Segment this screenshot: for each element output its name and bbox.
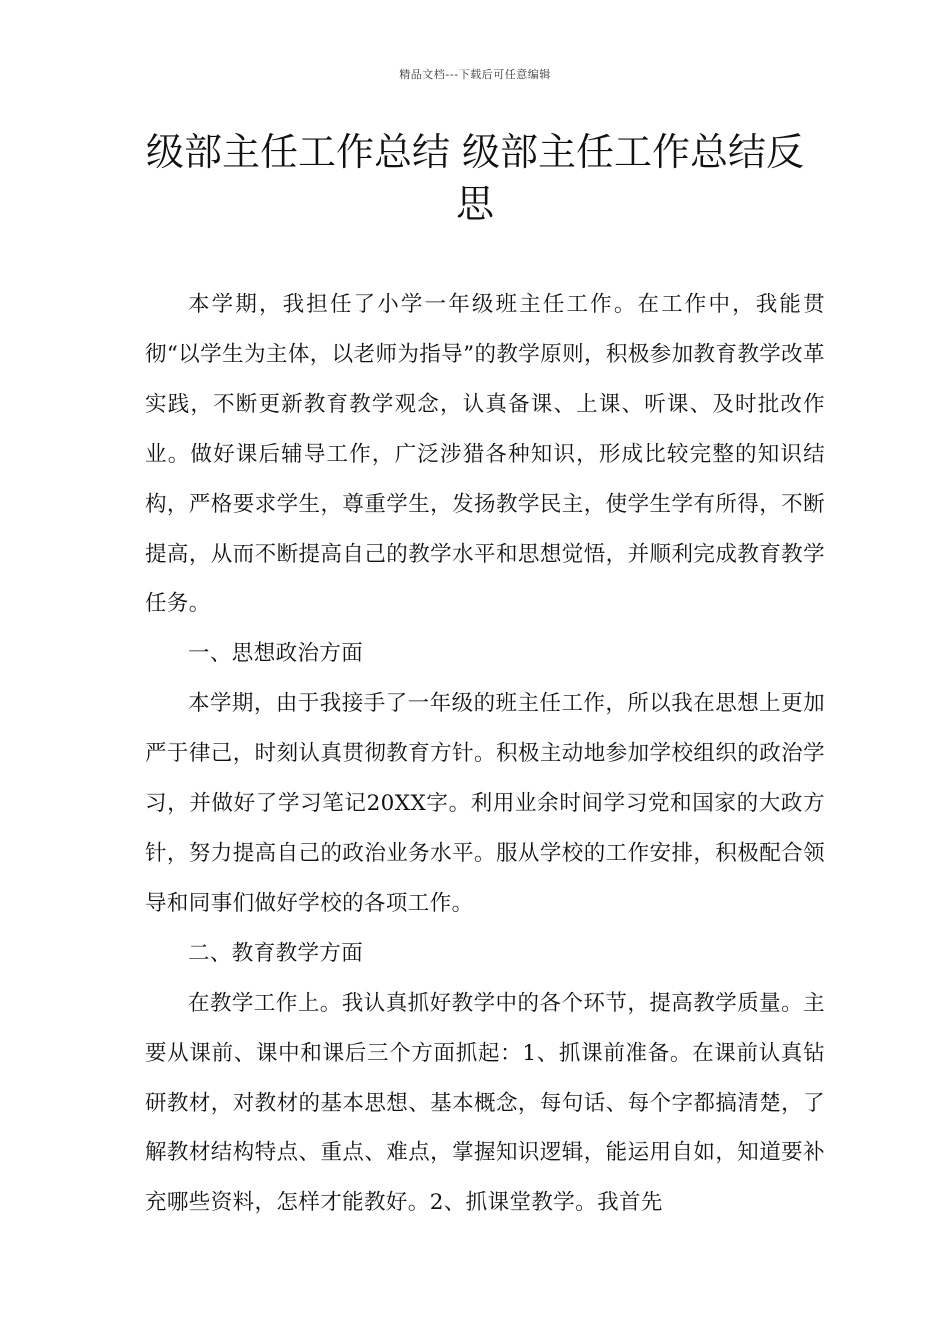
- section-heading-teaching: 二、教育教学方面: [188, 940, 364, 966]
- paragraph-ideology: 本学期，由于我接手了一年级的班主任工作，所以我在思想上更加严于律己，时刻认真贯彻教育方针。积极主动地参加学校组织的政治学习，并做好了学习笔记20XX字。利用业余时间学习党和国家的大政方针，努力提高自己的政治业务水平。服从学校的工作安排，积极配合领导和同事们做好学校的各项工作。: [145, 691, 825, 916]
- page-title: 级部主任工作总结 级部主任工作总结反思: [145, 130, 805, 226]
- header-note: 精品文档---下载后可任意编辑: [399, 68, 551, 81]
- section-heading-ideology: 一、思想政治方面: [188, 641, 364, 667]
- paragraph-intro: 本学期，我担任了小学一年级班主任工作。在工作中，我能贯彻“以学生为主体，以老师为指导”的教学原则，积极参加教育教学改革实践，不断更新教育教学观念，认真备课、上课、听课、及时批改作业。做好课后辅导工作，广泛涉猎各种知识，形成比较完整的知识结构，严格要求学生，尊重学生，发扬教学民主，使学生学有所得，不断提高，从而不断提高自己的教学水平和思想觉悟，并顺利完成教育教学任务。: [145, 292, 825, 617]
- document-body: [145, 280, 825, 1228]
- paragraph-teaching: 在教学工作上。我认真抓好教学中的各个环节，提高教学质量。主要从课前、课中和课后三个方面抓起：1、抓课前准备。在课前认真钻研教材，对教材的基本思想、基本概念，每句话、每个字都搞清楚，了解教材结构特点、重点、难点，掌握知识逻辑，能运用自如，知道要补充哪些资料，怎样才能教好。2、抓课堂教学。我首先: [145, 990, 825, 1216]
